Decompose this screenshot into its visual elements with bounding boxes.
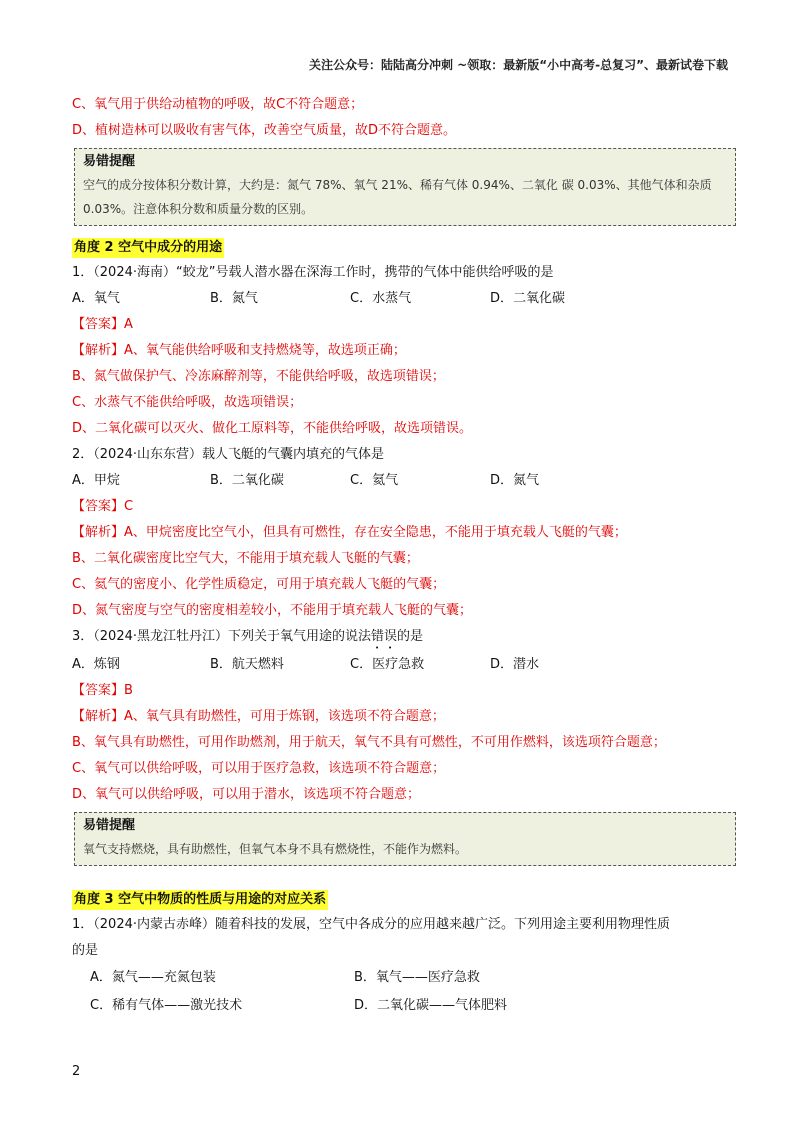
question-1-options xyxy=(72,286,732,312)
question-3-analysis-b: B、氧气具有助燃性，可用作助燃剂，用于航天，氧气不具有可燃性，不可用作燃料，该选项符合题意； xyxy=(72,735,666,750)
prev-analysis-c: C、氧气用于供给动植物的呼吸，故C不符合题意； xyxy=(72,97,364,112)
question-4-options-row-1 xyxy=(72,964,732,992)
question-3-analysis-a: 【解析】A、氧气具有助燃性，可用于炼钢，该选项不符合题意； xyxy=(72,709,445,724)
option-c: C．稀有气体——激光技术 xyxy=(90,998,243,1013)
question-2-analysis-d: D、氮气密度与空气的密度相差较小，不能用于填充载人飞艇的气囊； xyxy=(72,603,473,618)
tip-box-2 xyxy=(74,812,736,866)
question-3-analysis-d: D、氧气可以供给呼吸，可以用于潜水，该选项不符合题意； xyxy=(72,787,421,802)
question-4-stem-line-2: 的是 xyxy=(72,943,99,958)
option-d: D．二氧化碳 xyxy=(490,291,566,306)
question-1-analysis-c: C、水蒸气不能供给呼吸，故选项错误； xyxy=(72,395,303,410)
question-1-answer: 【答案】A xyxy=(72,317,133,332)
question-2-analysis-b: B、二氧化碳密度比空气大，不能用于填充载人飞艇的气囊； xyxy=(72,551,419,566)
page-header: 关注公众号：陆陆高分冲刺 ~领取：最新版“小中高考-总复习”、最新试卷下载 xyxy=(309,58,728,72)
option-a: A．甲烷 xyxy=(72,473,120,488)
question-1-analysis-b: B、氮气做保护气、冷冻麻醉剂等，不能供给呼吸，故选项错误； xyxy=(72,369,445,384)
option-b: B．航天燃料 xyxy=(210,657,284,672)
question-2-stem: 2．（2024·山东东营）载人飞艇的气囊内填充的气体是 xyxy=(72,447,384,462)
question-4-options-row-2 xyxy=(72,992,732,1020)
option-c: C．医疗急救 xyxy=(350,657,425,672)
question-1-stem: 1．（2024·海南）“蛟龙”号载人潜水器在深海工作时，携带的气体中能供给呼吸的是 xyxy=(72,265,554,280)
question-2-answer: 【答案】C xyxy=(72,499,134,514)
option-b: B．二氧化碳 xyxy=(210,473,284,488)
stem-suffix: 的是 xyxy=(397,629,424,644)
option-a: A．氮气——充氮包装 xyxy=(90,970,216,985)
option-d: D．氮气 xyxy=(490,473,540,488)
option-b: B．氧气——医疗急救 xyxy=(354,970,480,985)
tip-title: 易错提醒 xyxy=(83,818,136,833)
question-3-analysis-c: C、氧气可以供给呼吸，可以用于医疗急救，该选项不符合题意； xyxy=(72,761,446,776)
question-2-options xyxy=(72,468,732,494)
question-4-stem-line-1: 1．（2024·内蒙古赤峰）随着科技的发展，空气中各成分的应用越来越广泛。下列用途主要利用物理性质 xyxy=(72,917,670,932)
question-2-analysis-c: C、氦气的密度小、化学性质稳定，可用于填充载人飞艇的气囊； xyxy=(72,577,446,592)
section-heading-3: 角度 3 空气中物质的性质与用途的对应关系 xyxy=(72,890,328,910)
tip-title: 易错提醒 xyxy=(83,154,136,169)
page-number: 2 xyxy=(72,1064,81,1079)
stem-emphasis: 错误 xyxy=(371,629,398,644)
section-heading-2: 角度 2 空气中成分的用途 xyxy=(72,238,224,258)
prev-analysis-d: D、植树造林可以吸收有害气体，改善空气质量，故D不符合题意。 xyxy=(72,123,457,138)
option-b: B．氮气 xyxy=(210,291,258,306)
tip-box-1 xyxy=(74,148,736,226)
question-1-analysis-a: 【解析】A、氧气能供给呼吸和支持燃烧等，故选项正确； xyxy=(72,343,406,358)
tip-text: 氧气支持燃烧，具有助燃性，但氧气本身不具有燃烧性，不能作为燃料。 xyxy=(83,842,468,856)
option-a: A．炼钢 xyxy=(72,657,120,672)
tip-text: 空气的成分按体积分数计算，大约是：氮气 78%、氧气 21%、稀有气体 0.94%、二氧化 碳 0.03%、其他气体和杂质 0.03%。注意体积分数和质量分数的区别。 xyxy=(83,178,712,216)
question-2-analysis-a: 【解析】A、甲烷密度比空气小，但具有可燃性，存在安全隐患，不能用于填充载人飞艇的气囊； xyxy=(72,525,627,540)
option-c: C．水蒸气 xyxy=(350,291,412,306)
page-content xyxy=(72,92,732,1020)
option-a: A．氧气 xyxy=(72,291,120,306)
question-1-analysis-d: D、二氧化碳可以灭火、做化工原料等，不能供给呼吸，故选项错误。 xyxy=(72,421,473,436)
option-c: C．氦气 xyxy=(350,473,399,488)
question-3-stem xyxy=(72,624,732,652)
stem-prefix: 3．（2024·黑龙江牡丹江）下列关于氧气用途的说法 xyxy=(72,629,371,644)
option-d: D．潜水 xyxy=(490,657,540,672)
option-d: D．二氧化碳——气体肥料 xyxy=(354,998,508,1013)
question-3-options xyxy=(72,652,732,678)
question-3-answer: 【答案】B xyxy=(72,683,133,698)
